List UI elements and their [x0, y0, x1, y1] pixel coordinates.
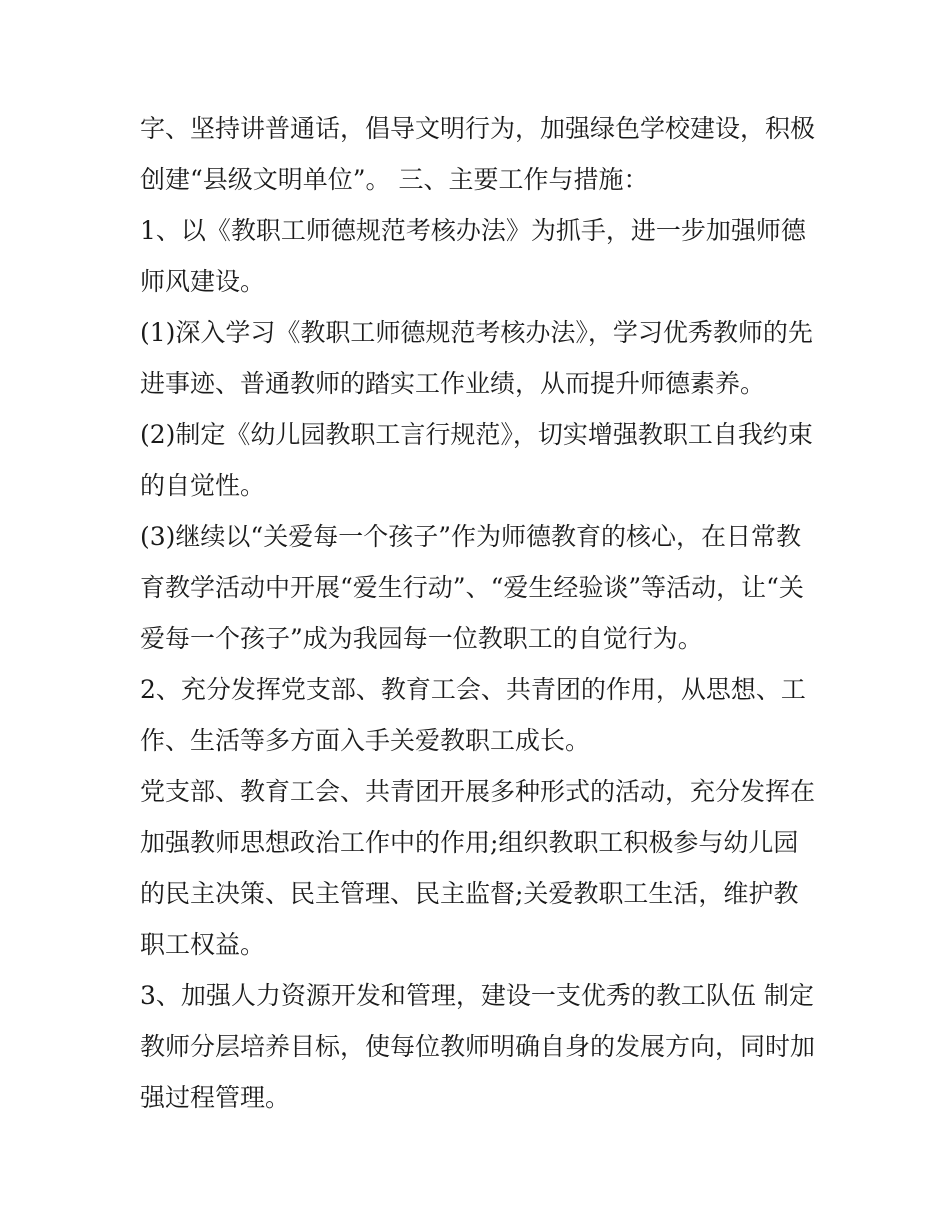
document-body — [140, 103, 816, 1123]
paragraph-continuation: 字、坚持讲普通话，倡导文明行为，加强绿色学校建设，积极创建“县级文明单位”。 三、主要工作与措施： — [140, 114, 816, 194]
paragraph-subitem-3: (3)继续以“关爱每一个孩子”作为师德教育的核心，在日常教育教学活动中开展“爱生行动”、“爱生经验谈”等活动，让“关爱每一个孩子”成为我园每一位教职工的自觉行为。 — [140, 522, 804, 653]
paragraph-item-2: 2、充分发挥党支部、教育工会、共青团的作用，从思想、工作、生活等多方面入手关爱教职工成长。 — [140, 675, 806, 755]
paragraph-subitem-1: (1)深入学习《教职工师德规范考核办法》，学习优秀教师的先进事迹、普通教师的踏实工作业绩，从而提升师德素养。 — [140, 318, 813, 398]
paragraph-item-2-detail: 党支部、教育工会、共青团开展多种形式的活动，充分发挥在加强教师思想政治工作中的作用;组织教职工积极参与幼儿园的民主决策、民主管理、民主监督;关爱教职工生活，维护教职工权益。 — [140, 777, 816, 959]
paragraph-item-3: 3、加强人力资源开发和管理，建设一支优秀的教工队伍 制定教师分层培养目标，使每位教师明确自身的发展方向，同时加强过程管理。 — [140, 981, 816, 1112]
paragraph-item-1: 1、以《教职工师德规范考核办法》为抓手，进一步加强师德师风建设。 — [140, 216, 806, 296]
paragraph-subitem-2: (2)制定《幼儿园教职工言行规范》，切实增强教职工自我约束的自觉性。 — [140, 420, 813, 500]
